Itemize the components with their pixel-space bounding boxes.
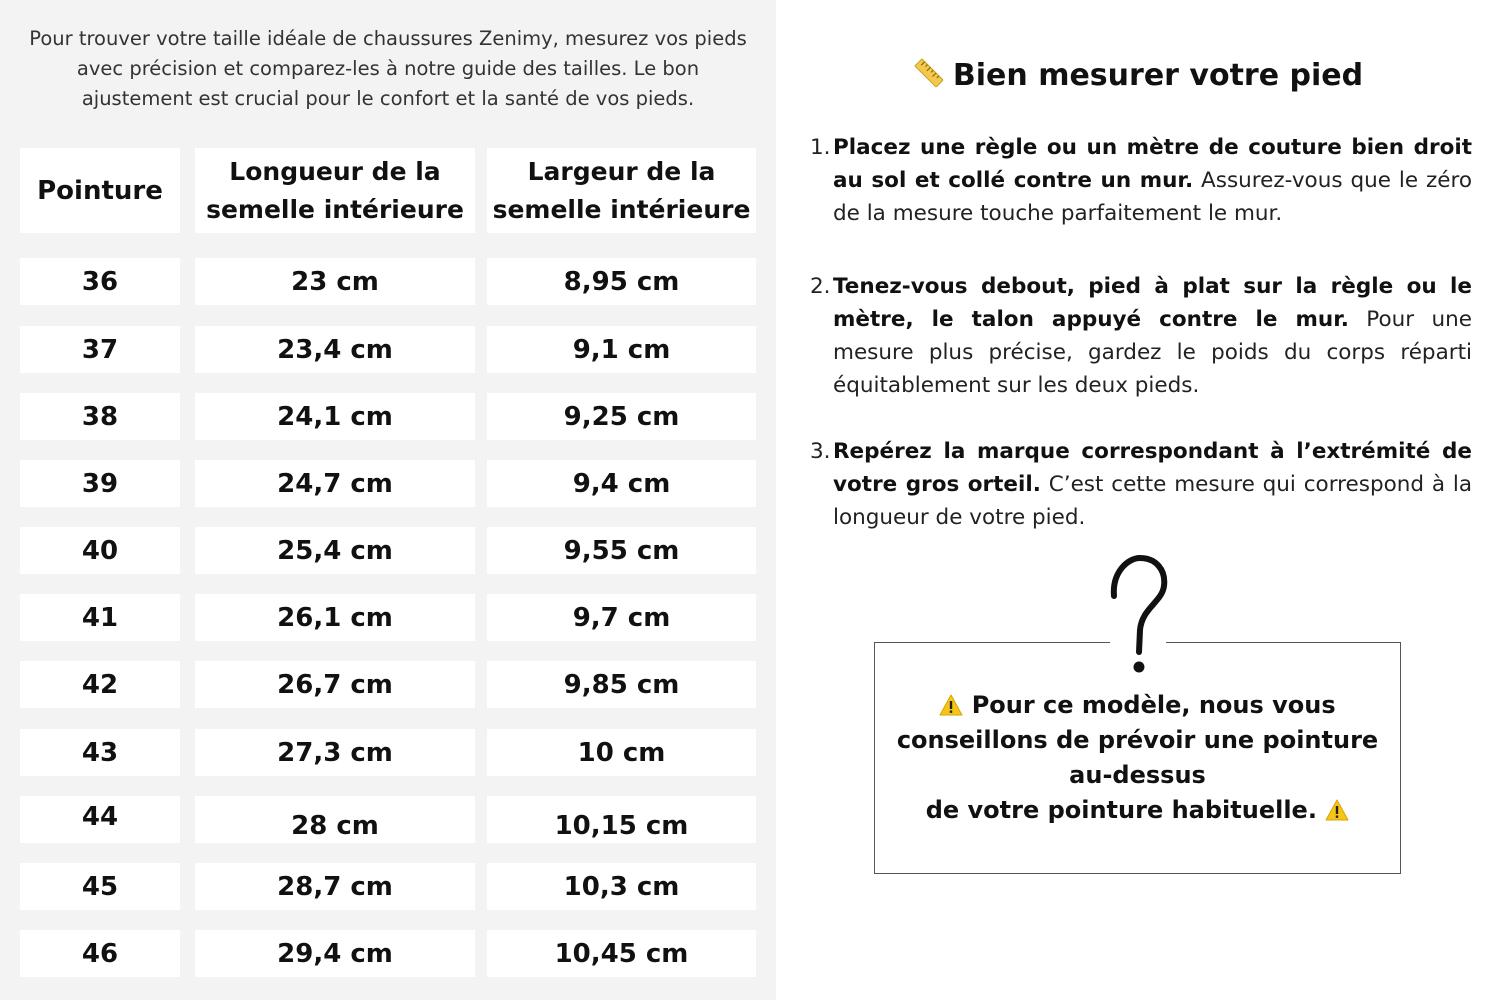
warning-icon	[1325, 799, 1349, 821]
row-44-width: 10,15 cm	[487, 796, 756, 843]
row-45-size: 45	[20, 863, 180, 910]
row-36-size: 36	[20, 258, 180, 305]
row-39-width: 9,4 cm	[487, 460, 756, 507]
row-37-size: 37	[20, 326, 180, 373]
notice-text	[884, 688, 1391, 828]
row-40-length: 25,4 cm	[195, 527, 475, 574]
row-39-size: 39	[20, 460, 180, 507]
step-2-number: 2.	[810, 274, 831, 299]
ruler-icon	[913, 57, 945, 89]
header-width-line2: semelle intérieure	[492, 194, 751, 224]
row-46-length: 29,4 cm	[195, 930, 475, 977]
row-42-width: 9,85 cm	[487, 661, 756, 708]
header-size-label: Pointure	[37, 175, 163, 206]
row-43-width: 10 cm	[487, 729, 756, 776]
question-mark-icon	[1098, 548, 1178, 688]
step-3-text: C’est cette mesure qui correspond à la longueur de votre pied.	[833, 472, 1472, 530]
row-38-width: 9,25 cm	[487, 393, 756, 440]
row-41-size: 41	[20, 594, 180, 641]
row-45-length: 28,7 cm	[195, 863, 475, 910]
header-width-line1: Largeur de la	[527, 156, 716, 186]
measure-guide-title-text: Bien mesurer votre pied	[952, 58, 1364, 93]
row-43-size: 43	[20, 729, 180, 776]
row-40-width: 9,55 cm	[487, 527, 756, 574]
row-45-width: 10,3 cm	[487, 863, 756, 910]
header-size	[20, 148, 180, 233]
step-2-text: Pour une mesure plus précise, gardez le poids du corps réparti équitablement sur les deux pieds.	[833, 307, 1472, 398]
row-38-size: 38	[20, 393, 180, 440]
row-43-length: 27,3 cm	[195, 729, 475, 776]
step-2	[810, 270, 1472, 402]
row-40-size: 40	[20, 527, 180, 574]
row-46-width: 10,45 cm	[487, 930, 756, 977]
row-38-length: 24,1 cm	[195, 393, 475, 440]
header-length	[195, 148, 475, 233]
step-1-number: 1.	[810, 135, 831, 160]
measure-guide-title	[776, 52, 1500, 100]
row-37-length: 23,4 cm	[195, 326, 475, 373]
step-1	[810, 131, 1472, 230]
row-44-length: 28 cm	[195, 796, 475, 843]
header-length-line2: semelle intérieure	[206, 194, 464, 224]
step-3	[810, 435, 1472, 534]
row-36-width: 8,95 cm	[487, 258, 756, 305]
step-3-bold: Repérez la marque correspondant à l’extrémité de votre gros orteil.	[833, 439, 1472, 497]
row-39-length: 24,7 cm	[195, 460, 475, 507]
notice-line-2: de votre pointure habituelle.	[925, 796, 1317, 824]
step-1-text: Assurez-vous que le zéro de la mesure touche parfaitement le mur.	[833, 168, 1473, 226]
notice-line-1: Pour ce modèle, nous vous conseillons de prévoir une pointure au-dessus	[896, 691, 1379, 789]
row-36-length: 23 cm	[195, 258, 475, 305]
row-44-size: 44	[20, 796, 180, 843]
row-41-length: 26,1 cm	[195, 594, 475, 641]
row-46-size: 46	[20, 930, 180, 977]
row-42-size: 42	[20, 661, 180, 708]
header-length-line1: Longueur de la	[229, 156, 441, 186]
row-42-length: 26,7 cm	[195, 661, 475, 708]
step-1-bold: Placez une règle ou un mètre de couture bien droit au sol et collé contre un mur.	[833, 135, 1472, 193]
header-width	[487, 148, 756, 233]
step-3-number: 3.	[810, 439, 831, 464]
row-41-width: 9,7 cm	[487, 594, 756, 641]
step-2-bold: Tenez-vous debout, pied à plat sur la règle ou le mètre, le talon appuyé contre le mur.	[833, 274, 1472, 332]
warning-icon	[939, 694, 963, 716]
row-37-width: 9,1 cm	[487, 326, 756, 373]
intro-text: Pour trouver votre taille idéale de chaussures Zenimy, mesurez vos pieds avec précision et comparez-les à notre guide des tailles. Le bon ajustement est crucial pour le confort et la santé de vos pieds.	[29, 27, 747, 110]
